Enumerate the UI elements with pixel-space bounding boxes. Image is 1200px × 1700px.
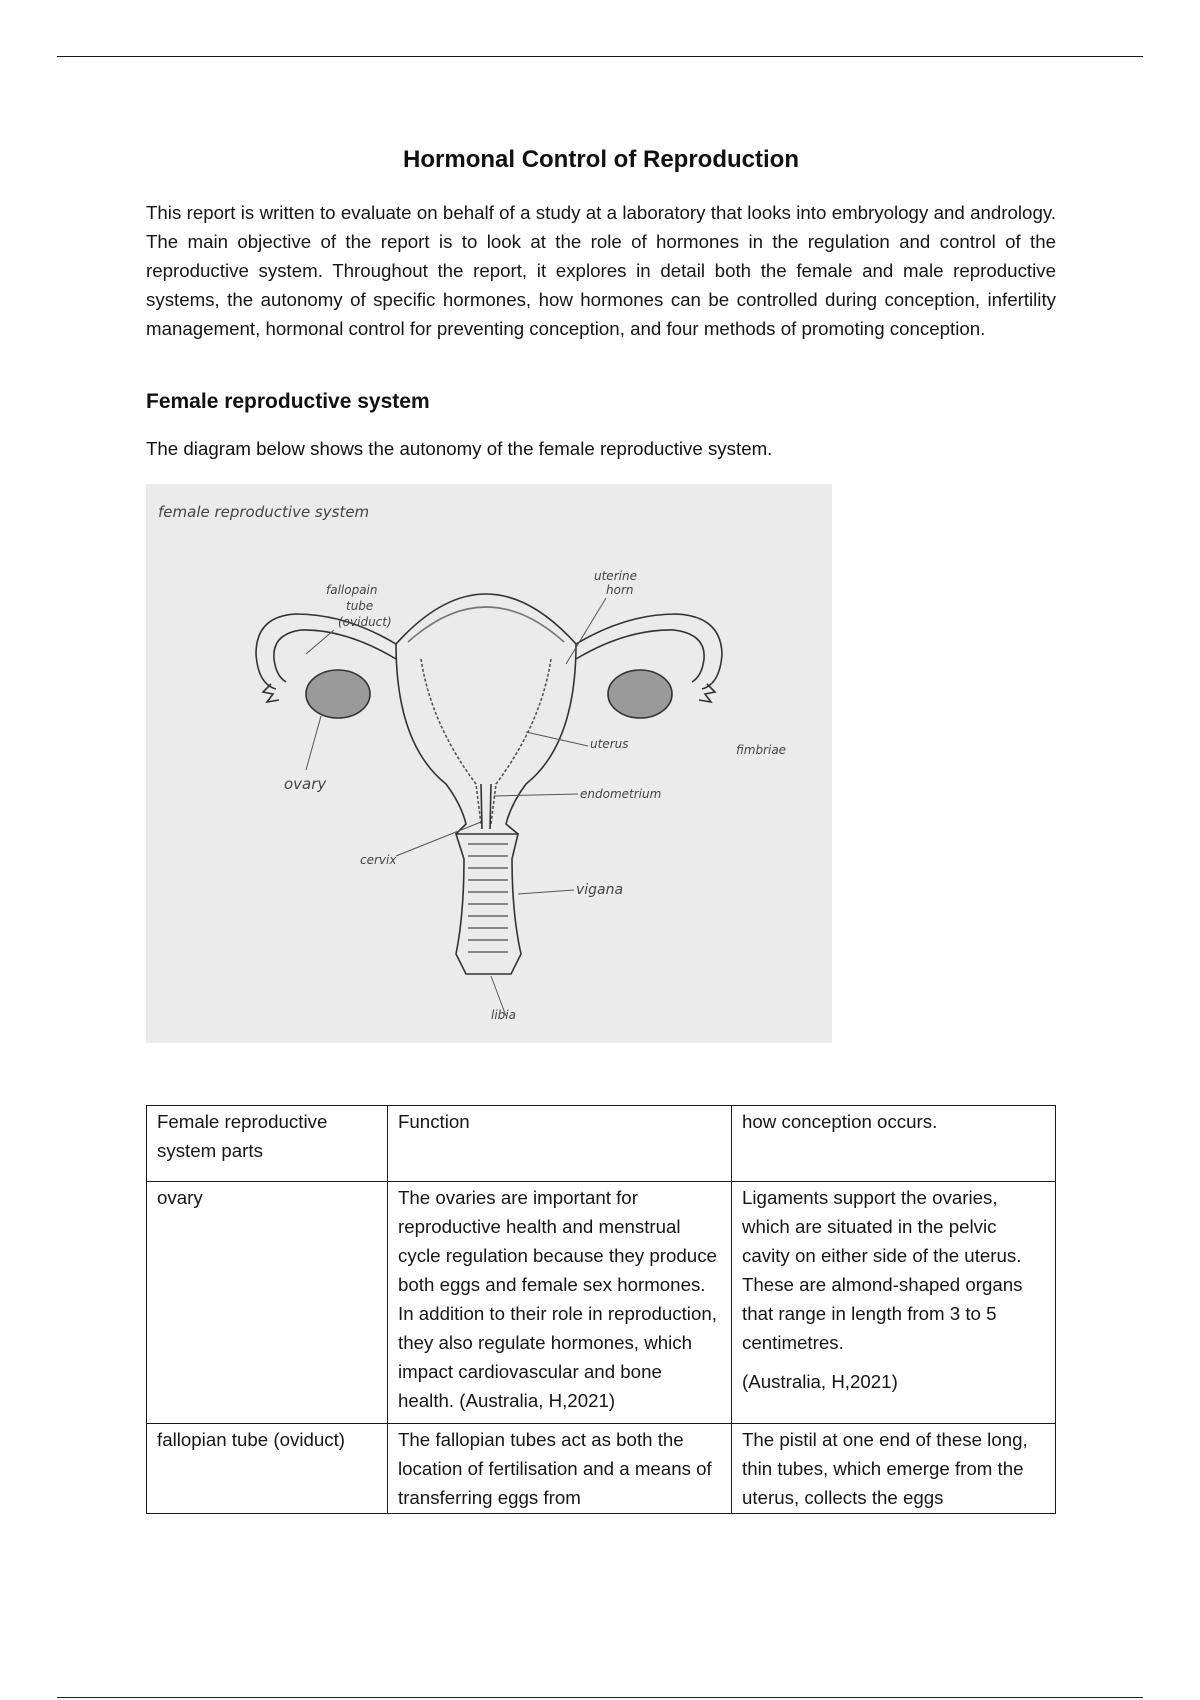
- cell-conception: [732, 1182, 1056, 1424]
- table-header-row: [147, 1106, 1056, 1182]
- uterus-wall-right: [506, 644, 576, 834]
- label-fallopian-2: tube: [346, 599, 374, 613]
- cell-function: The fallopian tubes act as both the location of fertilisation and a means of transferring eggs from: [388, 1424, 732, 1514]
- uterus-wall-left: [396, 644, 466, 834]
- label-cervix: cervix: [360, 853, 397, 867]
- table-row: [147, 1424, 1056, 1514]
- diagram-title: female reproductive system: [158, 503, 370, 521]
- cell-conception-text: Ligaments support the ovaries, which are situated in the pelvic cavity on either side of the uterus. These are almond-shaped organs that range in length from 3 to 5 centimetres.: [742, 1187, 1023, 1353]
- left-ovary: [306, 670, 370, 718]
- header-parts: Female reproductive system parts: [147, 1106, 388, 1182]
- table-row: [147, 1182, 1056, 1424]
- reproductive-system-diagram: [146, 484, 832, 1043]
- header-function: Function: [388, 1106, 732, 1182]
- label-uterine-horn-2: horn: [606, 583, 634, 597]
- label-uterine-horn-1: uterine: [594, 569, 637, 583]
- intro-paragraph: This report is written to evaluate on behalf of a study at a laboratory that looks into embryology and andrology. The main objective of the report is to look at the role of hormones in the regulation and control of the reproductive system. Throughout the report, it explores in detail both the female and male reproductive systems, the autonomy of specific hormones, how hormones can be controlled during conception, infertility management, hormonal control for preventing conception, and four methods of promoting conception.: [146, 202, 1056, 339]
- section-heading: Female reproductive system: [146, 390, 430, 413]
- label-ovary: ovary: [284, 775, 327, 793]
- header-rule: [57, 56, 1143, 57]
- reproductive-parts-table: [146, 1105, 1056, 1514]
- cell-part: ovary: [147, 1182, 388, 1424]
- label-fimbriae: fimbriae: [736, 743, 787, 757]
- endometrium-left: [421, 659, 481, 824]
- cell-function: The ovaries are important for reproductive health and menstrual cycle regulation because they produce both eggs and female sex hormones. In addition to their role in reproduction, they also regulate hormones, which impact cardiovascular and bone health. (Australia, H,2021): [388, 1182, 732, 1424]
- header-conception: how conception occurs.: [732, 1106, 1056, 1182]
- label-fallopian-3: (oviduct): [338, 615, 392, 629]
- label-fallopian-1: fallopain: [326, 583, 378, 597]
- cell-part: fallopian tube (oviduct): [147, 1424, 388, 1514]
- label-uterus: uterus: [590, 737, 629, 751]
- right-ovary: [608, 670, 672, 718]
- endometrium-right: [491, 659, 551, 824]
- footer-rule: [57, 1697, 1143, 1698]
- page-title: Hormonal Control of Reproduction: [403, 146, 799, 173]
- cell-conception: The pistil at one end of these long, thin tubes, which emerge from the uterus, collects the eggs: [732, 1424, 1056, 1514]
- label-vagina: vigana: [576, 882, 624, 898]
- label-endometrium: endometrium: [580, 787, 662, 801]
- label-labia: libia: [491, 1008, 516, 1022]
- cell-conception-cite: (Australia, H,2021): [742, 1371, 898, 1392]
- cervical-canal: [481, 784, 491, 829]
- uterine-fundus: [396, 594, 576, 644]
- diagram-caption: The diagram below shows the autonomy of the female reproductive system.: [146, 438, 773, 459]
